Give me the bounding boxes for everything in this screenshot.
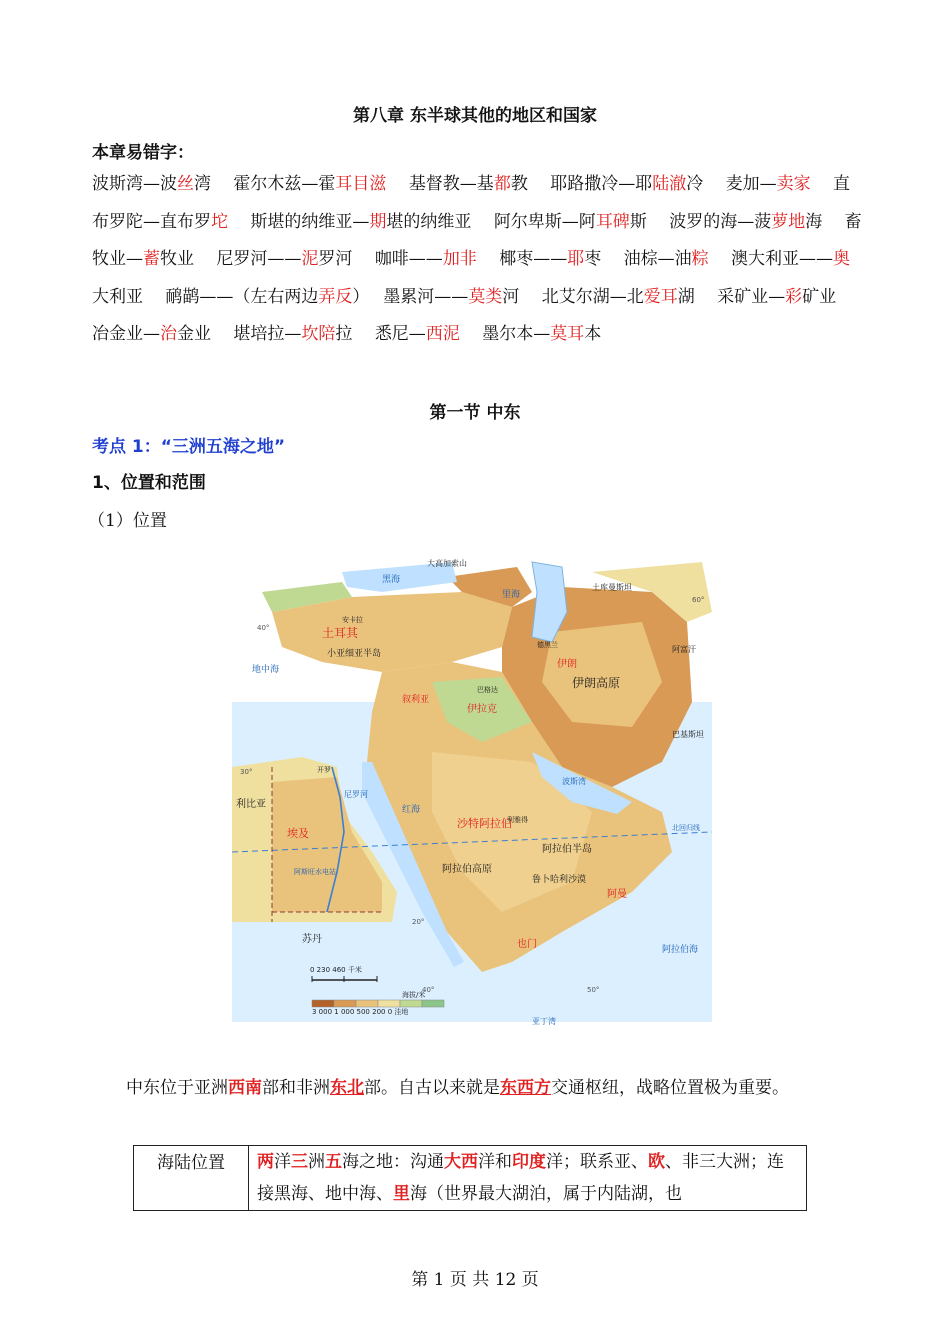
typo-rest: 斯 bbox=[629, 211, 647, 232]
typo-correct: 波罗的海—菠 bbox=[669, 211, 772, 232]
label-arabian-peninsula: 阿拉伯半岛 bbox=[542, 844, 592, 855]
label-black-sea: 黑海 bbox=[382, 575, 401, 585]
para-key-east-west: 东西方 bbox=[500, 1078, 551, 1098]
legend-swatch bbox=[356, 1000, 378, 1007]
typo-wrong-chars: 卖家 bbox=[776, 174, 811, 194]
label-tropic: 北回归线 bbox=[672, 824, 700, 832]
typo-rest: 海 bbox=[805, 211, 823, 232]
typo-item bbox=[482, 324, 601, 344]
typo-wrong-chars: 加非 bbox=[442, 249, 477, 269]
typo-rest: 湾 bbox=[194, 174, 211, 194]
typo-wrong-chars: 陆澈 bbox=[652, 174, 687, 194]
tbl-t4: 洲 bbox=[308, 1152, 325, 1172]
label-lat20: 20° bbox=[412, 918, 425, 926]
typo-correct: 霍尔木兹—霍 bbox=[233, 174, 336, 194]
typo-rest: 本 bbox=[584, 324, 602, 344]
typo-correct: 墨尔本— bbox=[482, 324, 551, 344]
middle-east-map bbox=[232, 552, 722, 1042]
typo-item bbox=[165, 287, 361, 307]
label-sudan: 苏丹 bbox=[302, 934, 322, 945]
label-pakistan: 巴基斯坦 bbox=[672, 730, 704, 739]
chapter-title: 第八章 东半球其他的地区和国家 bbox=[353, 106, 597, 126]
typo-rest: 河 bbox=[502, 286, 520, 307]
label-ankara: 安卡拉 bbox=[342, 616, 363, 624]
typo-wrong-chars: 耳目滋 bbox=[335, 174, 387, 194]
tbl-five: 五 bbox=[325, 1152, 342, 1172]
position-paragraph bbox=[92, 1070, 862, 1106]
typo-wrong-chars: 都 bbox=[493, 174, 511, 194]
typo-rest: 大利亚 bbox=[92, 286, 143, 307]
typo-correct: 堪培拉— bbox=[233, 324, 302, 344]
tbl-t10: 洋；联系亚、 bbox=[546, 1152, 648, 1172]
typo-paragraph bbox=[92, 166, 862, 354]
typo-wrong-chars: 彩 bbox=[785, 286, 803, 307]
typo-correct: 耶路撒冷—耶 bbox=[550, 174, 653, 194]
tbl-three: 三 bbox=[291, 1152, 308, 1172]
typo-wrong-chars: 西泥 bbox=[425, 324, 460, 344]
tbl-two: 两 bbox=[257, 1152, 274, 1172]
typo-correct: 悉尼— bbox=[374, 324, 426, 344]
legend-title: 海拔/米 bbox=[402, 991, 426, 999]
typo-rest: 冷 bbox=[686, 174, 704, 194]
legend-swatch bbox=[422, 1000, 444, 1007]
legend-swatch bbox=[334, 1000, 356, 1007]
label-cairo: 开罗 bbox=[317, 766, 331, 774]
typo-item bbox=[233, 324, 352, 344]
tbl-t12: 、非三大洲；连接黑海、地中海、 bbox=[257, 1152, 784, 1204]
typo-item bbox=[383, 287, 519, 307]
typo-item bbox=[717, 287, 836, 307]
typo-rest: ） bbox=[352, 286, 361, 307]
typo-item bbox=[233, 174, 386, 194]
legend-values: 3 000 1 000 500 200 0 洼地 bbox=[312, 1008, 409, 1016]
para-key-southwest: 西南 bbox=[228, 1078, 262, 1098]
para-text-1: 中东位于亚洲 bbox=[126, 1078, 228, 1098]
typo-wrong-chars: 奥 bbox=[833, 249, 851, 269]
typo-correct: 斯堪的纳维亚— bbox=[250, 211, 370, 232]
typo-heading: 本章易错字： bbox=[92, 143, 194, 163]
label-iran: 伊朗 bbox=[557, 659, 577, 670]
typo-item bbox=[92, 324, 211, 344]
typo-item bbox=[550, 174, 703, 194]
typo-rest: 拉 bbox=[335, 324, 353, 344]
typo-rest: 牧业 bbox=[160, 249, 194, 269]
label-lon50: 50° bbox=[587, 986, 600, 994]
typo-correct: 澳大利亚—— bbox=[731, 249, 834, 269]
typo-item bbox=[409, 174, 528, 194]
typo-wrong-chars: 弄反 bbox=[318, 286, 353, 307]
legend-swatch bbox=[378, 1000, 400, 1007]
typo-wrong-chars: 蓄 bbox=[143, 249, 160, 269]
typo-rest: 矿业 bbox=[802, 286, 837, 307]
map-svg bbox=[232, 552, 722, 1042]
label-baghdad: 巴格达 bbox=[477, 686, 498, 694]
typo-correct: 尼罗河—— bbox=[216, 249, 302, 269]
label-arabian-sea: 阿拉伯海 bbox=[662, 945, 699, 955]
typo-wrong-chars: 期 bbox=[369, 211, 387, 232]
typo-wrong-chars: 莫类 bbox=[468, 286, 503, 307]
para-text-3: 部。自古以来就是 bbox=[364, 1078, 500, 1098]
label-turkey: 土耳其 bbox=[322, 626, 359, 640]
tbl-indian: 印度 bbox=[512, 1152, 546, 1172]
typo-wrong-chars: 丝 bbox=[177, 174, 194, 194]
typo-item bbox=[669, 212, 822, 232]
typo-item bbox=[375, 324, 460, 344]
para-text-4: 交通枢纽，战略位置极为重要。 bbox=[551, 1078, 789, 1098]
typo-correct: 冶金业— bbox=[92, 324, 160, 344]
typo-rest: 教 bbox=[510, 174, 528, 194]
typo-rest: 金业 bbox=[177, 324, 211, 344]
tbl-t8: 洋和 bbox=[478, 1152, 512, 1172]
label-rub-al-khali: 鲁卜哈利沙漠 bbox=[532, 875, 587, 885]
label-libya: 利比亚 bbox=[236, 799, 266, 810]
tbl-t14: 海（世界最大湖泊，属于内陆湖，也 bbox=[410, 1184, 682, 1204]
typo-wrong-chars: 坎陪 bbox=[301, 324, 336, 344]
label-persian-gulf: 波斯湾 bbox=[562, 777, 586, 786]
label-mediterranean: 地中海 bbox=[252, 665, 280, 675]
typo-item bbox=[92, 174, 211, 194]
label-red-sea: 红海 bbox=[402, 805, 421, 815]
subheading-position-scope: 1、位置和范围 bbox=[92, 473, 206, 493]
label-aswan: 阿斯旺水电站 bbox=[294, 868, 336, 876]
typo-correct: 波斯湾—波 bbox=[92, 174, 177, 194]
label-caucasus: 大高加索山 bbox=[427, 559, 467, 568]
label-lon60: 60° bbox=[692, 596, 705, 604]
tbl-t2: 洋 bbox=[274, 1152, 291, 1172]
typo-rest: 堪的纳维亚 bbox=[386, 211, 472, 232]
typo-correct: 油棕—油 bbox=[623, 249, 692, 269]
para-key-northeast: 东北 bbox=[330, 1078, 364, 1098]
sea-land-table bbox=[133, 1145, 807, 1211]
label-iraq: 伊拉克 bbox=[467, 704, 497, 715]
typo-wrong-chars: 泥 bbox=[301, 249, 319, 269]
typo-correct: 麦加— bbox=[725, 174, 777, 194]
tbl-europe: 欧 bbox=[648, 1152, 665, 1172]
label-lon40: 40° bbox=[422, 986, 435, 994]
label-asia-minor: 小亚细亚半岛 bbox=[327, 649, 382, 659]
tbl-caspian: 里 bbox=[393, 1184, 410, 1204]
typo-correct: 采矿业— bbox=[717, 286, 786, 307]
typo-item bbox=[216, 249, 352, 269]
label-riyadh: 利雅得 bbox=[507, 816, 528, 824]
label-saudi: 沙特阿拉伯 bbox=[457, 817, 512, 830]
typo-correct: 基督教—基 bbox=[408, 174, 494, 194]
typo-correct: 墨累河—— bbox=[383, 286, 469, 307]
typo-correct: 直布罗陀—直布罗 bbox=[92, 174, 851, 232]
subheading-position: （1）位置 bbox=[88, 511, 167, 531]
label-turkmenistan: 土库曼斯坦 bbox=[592, 583, 632, 592]
label-oman: 阿曼 bbox=[607, 889, 627, 900]
typo-item bbox=[624, 249, 709, 269]
label-lat40: 40° bbox=[257, 624, 270, 632]
section-title: 第一节 中东 bbox=[429, 403, 521, 423]
typo-correct: 阿尔卑斯—阿 bbox=[493, 211, 596, 232]
label-lat30: 30° bbox=[240, 768, 253, 776]
typo-item bbox=[494, 212, 647, 232]
legend-swatch bbox=[312, 1000, 334, 1007]
legend-swatch bbox=[400, 1000, 422, 1007]
typo-item bbox=[375, 249, 477, 269]
typo-item bbox=[499, 249, 601, 269]
typo-wrong-chars: 莫耳 bbox=[550, 324, 585, 344]
typo-wrong-chars: 治 bbox=[160, 324, 177, 344]
label-gulf-of-aden: 亚丁湾 bbox=[532, 1017, 556, 1026]
label-caspian: 里海 bbox=[502, 590, 521, 600]
typo-wrong-chars: 耶 bbox=[567, 249, 585, 269]
kaodian-heading: 考点 1：“三洲五海之地” bbox=[92, 437, 286, 457]
typo-wrong-chars: 坨 bbox=[211, 211, 228, 232]
typo-wrong-chars: 萝地 bbox=[771, 211, 806, 232]
label-afghanistan: 阿富汗 bbox=[672, 645, 696, 654]
typo-item bbox=[726, 174, 811, 194]
label-arabian-plateau: 阿拉伯高原 bbox=[442, 864, 492, 875]
tbl-t6: 海之地：沟通 bbox=[342, 1152, 444, 1172]
typo-correct: 椰枣—— bbox=[499, 249, 568, 269]
label-egypt: 埃及 bbox=[287, 827, 309, 840]
typo-correct: 鸸鹋——（左右两边 bbox=[165, 286, 319, 307]
para-text-2: 部和非洲 bbox=[262, 1078, 330, 1098]
label-yemen: 也门 bbox=[517, 939, 537, 950]
table-content-cell bbox=[249, 1146, 807, 1211]
tbl-atlantic: 大西 bbox=[444, 1152, 478, 1172]
label-iran-plateau: 伊朗高原 bbox=[572, 676, 621, 690]
page-footer: 第 1 页 共 12 页 bbox=[411, 1270, 539, 1290]
typo-rest: 罗河 bbox=[318, 249, 353, 269]
typo-correct: 咖啡—— bbox=[374, 249, 443, 269]
typo-item bbox=[542, 287, 695, 307]
typo-wrong-chars: 爱耳 bbox=[643, 286, 678, 307]
typo-wrong-chars: 粽 bbox=[691, 249, 709, 269]
table-label-cell: 海陆位置 bbox=[134, 1146, 249, 1211]
typo-rest: 湖 bbox=[677, 286, 695, 307]
typo-rest: 枣 bbox=[584, 249, 602, 269]
typo-correct: 畜牧业— bbox=[92, 211, 862, 269]
label-syria: 叙利亚 bbox=[402, 695, 430, 705]
label-tehran: 德黑兰 bbox=[537, 641, 558, 649]
scale-label: 0 230 460 千米 bbox=[310, 966, 362, 974]
typo-item bbox=[250, 212, 471, 232]
typo-wrong-chars: 耳碑 bbox=[595, 211, 630, 232]
typo-correct: 北艾尔湖—北 bbox=[541, 286, 644, 307]
label-nile: 尼罗河 bbox=[344, 790, 368, 799]
